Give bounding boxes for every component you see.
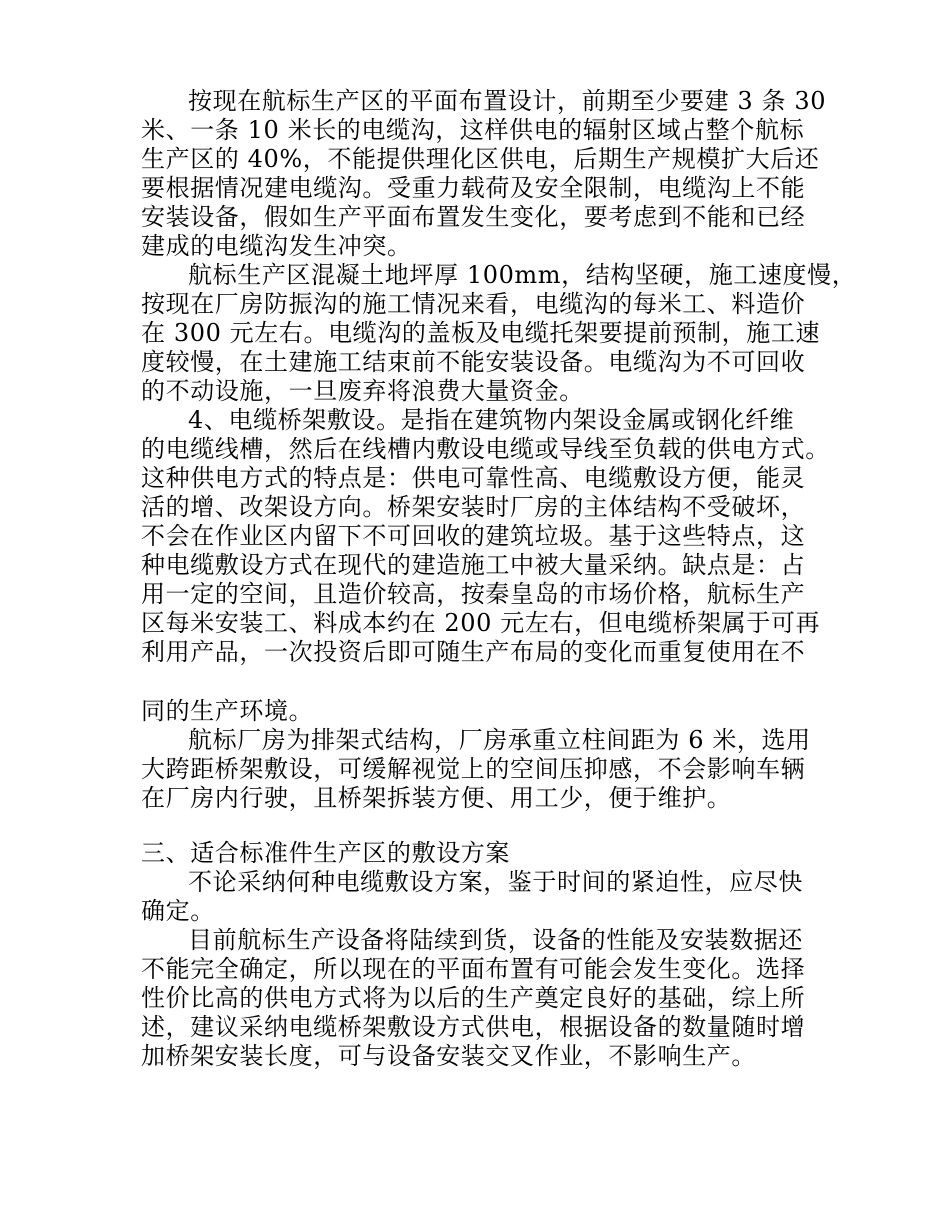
- text-line: 性价比高的供电方式将为以后的生产奠定良好的基础，综上所: [141, 984, 806, 1012]
- text-line: 活的增、改架设方向。桥架安装时厂房的主体结构不受破坏，: [141, 493, 806, 521]
- section-heading: 三、适合标准件生产区的敷设方案: [141, 839, 510, 867]
- text-line: 用一定的空间，且造价较高，按秦皇岛的市场价格，航标生产: [141, 580, 806, 608]
- text-line: 航标厂房为排架式结构，厂房承重立柱间距为 6 米，选用: [188, 726, 811, 754]
- text-line: 在 300 元左右。电缆沟的盖板及电缆托架要提前预制，施工速: [141, 319, 821, 347]
- text-line: 不能完全确定，所以现在的平面布置有可能会发生变化。选择: [141, 955, 806, 983]
- text-line: 区每米安装工、料成本约在 200 元左右，但电缆桥架属于可再: [141, 609, 821, 637]
- text-line: 安装设备，假如生产平面布置发生变化，要考虑到不能和已经: [141, 203, 806, 231]
- text-line: 不会在作业区内留下不可回收的建筑垃圾。基于这些特点，这: [141, 522, 806, 550]
- text-line: 大跨距桥架敷设，可缓解视觉上的空间压抑感，不会影响车辆: [141, 755, 806, 783]
- text-line: 要根据情况建电缆沟。受重力载荷及安全限制，电缆沟上不能: [141, 174, 806, 202]
- text-line: 的电缆线槽，然后在线槽内敷设电缆或导线至负载的供电方式。: [141, 435, 830, 463]
- text-line: 种电缆敷设方式在现代的建造施工中被大量采纳。缺点是：占: [141, 551, 806, 579]
- text-line: 利用产品，一次投资后即可随生产布局的变化而重复使用在不: [141, 638, 806, 666]
- text-line: 建成的电缆沟发生冲突。: [141, 232, 412, 260]
- text-line: 航标生产区混凝土地坪厚 100mm，结构坚硬，施工速度慢，: [188, 261, 857, 289]
- text-line: 按现在厂房防振沟的施工情况来看，电缆沟的每米工、料造价: [141, 290, 806, 318]
- text-line: 加桥架安装长度，可与设备安装交叉作业，不影响生产。: [141, 1042, 756, 1070]
- text-line: 米、一条 10 米长的电缆沟，这样供电的辐射区域占整个航标: [141, 116, 805, 144]
- text-line: 在厂房内行驶，且桥架拆装方便、用工少，便于维护。: [141, 784, 732, 812]
- text-line: 同的生产环境。: [141, 697, 314, 725]
- text-line: 生产区的 40%，不能提供理化区供电，后期生产规模扩大后还: [141, 145, 820, 173]
- text-line: 的不动设施，一旦废弃将浪费大量资金。: [141, 377, 584, 405]
- text-line: 目前航标生产设备将陆续到货，设备的性能及安装数据还: [188, 926, 803, 954]
- text-line: 述，建议采纳电缆桥架敷设方式供电，根据设备的数量随时增: [141, 1013, 806, 1041]
- text-line: 4、电缆桥架敷设。是指在建筑物内架设金属或钢化纤维: [188, 406, 795, 434]
- text-line: 度较慢，在土建施工结束前不能安装设备。电缆沟为不可回收: [141, 348, 806, 376]
- text-line: 这种供电方式的特点是：供电可靠性高、电缆敷设方便，能灵: [141, 464, 806, 492]
- text-line: 按现在航标生产区的平面布置设计，前期至少要建 3 条 30: [188, 87, 827, 115]
- text-line: 不论采纳何种电缆敷设方案，鉴于时间的紧迫性，应尽快: [188, 868, 803, 896]
- text-line: 确定。: [141, 897, 215, 925]
